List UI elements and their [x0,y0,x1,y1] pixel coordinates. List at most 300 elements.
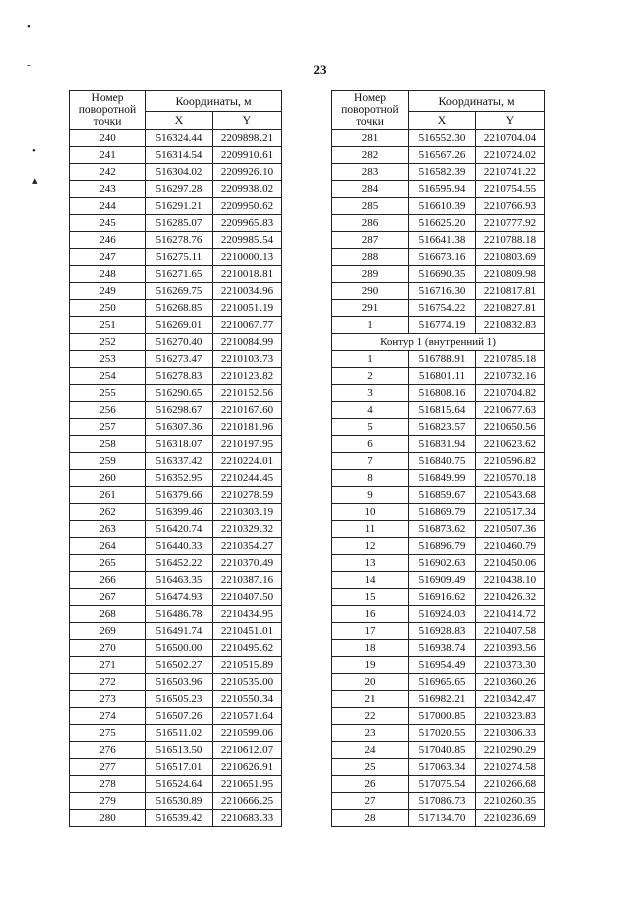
table-row [70,283,282,300]
y-cell: 2210274.58 [476,759,545,776]
table-row [70,470,282,487]
y-cell: 2210677.63 [476,402,545,419]
table-row [332,351,545,368]
x-cell: 516552.30 [409,130,476,147]
y-cell: 2210278.59 [213,487,282,504]
table-row [332,436,545,453]
y-cell: 2210387.16 [213,572,282,589]
point-number-cell: 246 [70,232,146,249]
point-number-cell: 250 [70,300,146,317]
point-number-cell: 23 [332,725,409,742]
point-number-cell: 289 [332,266,409,283]
table-row [332,521,545,538]
table-row [332,130,545,147]
x-cell: 516808.16 [409,385,476,402]
point-number-cell: 247 [70,249,146,266]
x-cell: 516278.83 [146,368,213,385]
x-cell: 516399.46 [146,504,213,521]
x-cell: 516849.99 [409,470,476,487]
y-cell: 2210766.93 [476,198,545,215]
x-cell: 516567.26 [409,147,476,164]
x-cell: 516278.76 [146,232,213,249]
y-cell: 2210495.62 [213,640,282,657]
y-cell: 2210354.27 [213,538,282,555]
y-cell: 2210123.82 [213,368,282,385]
x-cell: 517075.54 [409,776,476,793]
x-cell: 516297.28 [146,181,213,198]
point-number-cell: 5 [332,419,409,436]
x-cell: 516831.94 [409,436,476,453]
x-cell: 516965.65 [409,674,476,691]
table-row [332,232,545,249]
x-cell: 516954.49 [409,657,476,674]
table-row [332,470,545,487]
header-y: Y [476,111,545,129]
point-number-cell: 241 [70,147,146,164]
y-cell: 2210785.18 [476,351,545,368]
point-number-cell: 268 [70,606,146,623]
x-cell: 517000.85 [409,708,476,725]
table-row [70,674,282,691]
x-cell: 516859.67 [409,487,476,504]
y-cell: 2210303.19 [213,504,282,521]
table-row [332,487,545,504]
table-row [332,402,545,419]
y-cell: 2210704.04 [476,130,545,147]
point-number-cell: 242 [70,164,146,181]
x-cell: 516690.35 [409,266,476,283]
point-number-cell: 19 [332,657,409,674]
point-number-cell: 269 [70,623,146,640]
point-number-cell: 249 [70,283,146,300]
x-cell: 516290.65 [146,385,213,402]
point-number-cell: 12 [332,538,409,555]
point-number-cell: 277 [70,759,146,776]
x-cell: 516754.22 [409,300,476,317]
y-cell: 2210809.98 [476,266,545,283]
y-cell: 2210152.56 [213,385,282,402]
x-cell: 516511.02 [146,725,213,742]
x-cell: 516270.40 [146,334,213,351]
y-cell: 2210517.34 [476,504,545,521]
y-cell: 2210236.69 [476,810,545,827]
table-row [332,640,545,657]
table-row [70,691,282,708]
point-number-cell: 284 [332,181,409,198]
point-number-cell: 259 [70,453,146,470]
table-row [332,793,545,810]
table-row [70,130,282,147]
y-cell: 2210803.69 [476,249,545,266]
table-row [332,215,545,232]
table-row [332,606,545,623]
table-row [332,708,545,725]
y-cell: 2210596.82 [476,453,545,470]
x-cell: 516716.30 [409,283,476,300]
point-number-cell: 17 [332,623,409,640]
y-cell: 2210323.83 [476,708,545,725]
point-number-cell: 11 [332,521,409,538]
table-row [70,623,282,640]
point-number-cell: 288 [332,249,409,266]
table-row [332,317,545,334]
y-cell: 2210612.07 [213,742,282,759]
table-row [332,300,545,317]
x-cell: 516673.16 [409,249,476,266]
y-cell: 2209926.10 [213,164,282,181]
table-row [70,759,282,776]
header-coordinates: Координаты, м [409,91,545,112]
y-cell: 2210754.55 [476,181,545,198]
point-number-cell: 9 [332,487,409,504]
point-number-cell: 264 [70,538,146,555]
y-cell: 2210724.02 [476,147,545,164]
point-number-cell: 258 [70,436,146,453]
table-row [70,266,282,283]
table-row [70,572,282,589]
table-row [70,147,282,164]
table-row [332,555,545,572]
point-number-cell: 22 [332,708,409,725]
x-cell: 516275.11 [146,249,213,266]
table-row [332,385,545,402]
point-number-cell: 26 [332,776,409,793]
y-cell: 2210373.30 [476,657,545,674]
y-cell: 2209965.83 [213,215,282,232]
table-row [70,215,282,232]
y-cell: 2210342.47 [476,691,545,708]
point-number-cell: 20 [332,674,409,691]
x-cell: 516307.36 [146,419,213,436]
table-row [70,504,282,521]
table-row [332,589,545,606]
x-cell: 516582.39 [409,164,476,181]
point-number-cell: 27 [332,793,409,810]
point-number-cell: 1 [332,317,409,334]
y-cell: 2210051.19 [213,300,282,317]
x-cell: 517040.85 [409,742,476,759]
table-row [70,334,282,351]
x-cell: 516823.57 [409,419,476,436]
point-number-cell: 16 [332,606,409,623]
y-cell: 2210650.56 [476,419,545,436]
table-row [332,266,545,283]
point-number-cell: 290 [332,283,409,300]
table-row [70,725,282,742]
y-cell: 2210244.45 [213,470,282,487]
x-cell: 516352.95 [146,470,213,487]
y-cell: 2209910.61 [213,147,282,164]
table-row [70,402,282,419]
y-cell: 2210306.33 [476,725,545,742]
table-row [70,793,282,810]
table-row [70,249,282,266]
x-cell: 516625.20 [409,215,476,232]
y-cell: 2210817.81 [476,283,545,300]
y-cell: 2210426.32 [476,589,545,606]
y-cell: 2210571.64 [213,708,282,725]
table-row [332,164,545,181]
x-cell: 517020.55 [409,725,476,742]
y-cell: 2210666.25 [213,793,282,810]
table-row [70,589,282,606]
table-row [70,368,282,385]
x-cell: 516337.42 [146,453,213,470]
header-coordinates: Координаты, м [146,91,282,112]
y-cell: 2210777.92 [476,215,545,232]
table-row [332,538,545,555]
y-cell: 2210438.10 [476,572,545,589]
scan-mark: • [27,21,31,33]
x-cell: 516530.89 [146,793,213,810]
table-row [70,164,282,181]
point-number-cell: 266 [70,572,146,589]
y-cell: 2210084.99 [213,334,282,351]
x-cell: 517134.70 [409,810,476,827]
y-cell: 2210224.01 [213,453,282,470]
table-row [70,708,282,725]
y-cell: 2210290.29 [476,742,545,759]
point-number-cell: 8 [332,470,409,487]
x-cell: 516924.03 [409,606,476,623]
y-cell: 2210329.32 [213,521,282,538]
x-cell: 516269.01 [146,317,213,334]
y-cell: 2210103.73 [213,351,282,368]
y-cell: 2209985.54 [213,232,282,249]
x-cell: 516474.93 [146,589,213,606]
table-row [332,776,545,793]
point-number-cell: 243 [70,181,146,198]
x-cell: 516902.63 [409,555,476,572]
scan-mark: - [27,59,31,71]
y-cell: 2210832.83 [476,317,545,334]
x-cell: 516873.62 [409,521,476,538]
x-cell: 516285.07 [146,215,213,232]
x-cell: 516641.38 [409,232,476,249]
y-cell: 2210460.79 [476,538,545,555]
header-point-number: Номер поворотной точки [70,91,146,130]
point-number-cell: 287 [332,232,409,249]
y-cell: 2210067.77 [213,317,282,334]
x-cell: 516452.22 [146,555,213,572]
point-number-cell: 280 [70,810,146,827]
point-number-cell: 285 [332,198,409,215]
table-row [70,521,282,538]
page-number: 23 [313,62,327,77]
x-cell: 516815.64 [409,402,476,419]
x-cell: 516928.83 [409,623,476,640]
table-row [332,623,545,640]
point-number-cell: 10 [332,504,409,521]
x-cell: 516896.79 [409,538,476,555]
point-number-cell: 283 [332,164,409,181]
point-number-cell: 281 [332,130,409,147]
point-number-cell: 6 [332,436,409,453]
table-row [70,810,282,827]
point-number-cell: 14 [332,572,409,589]
x-cell: 516291.21 [146,198,213,215]
table-row [332,725,545,742]
x-cell: 516268.85 [146,300,213,317]
x-cell: 516840.75 [409,453,476,470]
y-cell: 2210000.13 [213,249,282,266]
point-number-cell: 25 [332,759,409,776]
x-cell: 516324.44 [146,130,213,147]
point-number-cell: 28 [332,810,409,827]
point-number-cell: 255 [70,385,146,402]
x-cell: 516273.47 [146,351,213,368]
y-cell: 2210197.95 [213,436,282,453]
point-number-cell: 272 [70,674,146,691]
table-row [332,759,545,776]
y-cell: 2210181.96 [213,419,282,436]
point-number-cell: 291 [332,300,409,317]
point-number-cell: 253 [70,351,146,368]
point-number-cell: 240 [70,130,146,147]
point-number-cell: 265 [70,555,146,572]
point-number-cell: 1 [332,351,409,368]
header-point-number: Номер поворотной точки [332,91,409,130]
point-number-cell: 267 [70,589,146,606]
header-x: X [409,111,476,129]
x-cell: 517086.73 [409,793,476,810]
table-row [70,776,282,793]
x-cell: 516916.62 [409,589,476,606]
x-cell: 516503.96 [146,674,213,691]
point-number-cell: 7 [332,453,409,470]
y-cell: 2210266.68 [476,776,545,793]
table-row [332,198,545,215]
point-number-cell: 282 [332,147,409,164]
table-row [70,555,282,572]
point-number-cell: 3 [332,385,409,402]
point-number-cell: 286 [332,215,409,232]
point-number-cell: 4 [332,402,409,419]
table-row [70,436,282,453]
x-cell: 517063.34 [409,759,476,776]
table-row [70,538,282,555]
point-number-cell: 24 [332,742,409,759]
x-cell: 516539.42 [146,810,213,827]
table-row [70,198,282,215]
point-number-cell: 252 [70,334,146,351]
point-number-cell: 2 [332,368,409,385]
y-cell: 2210704.82 [476,385,545,402]
x-cell: 516491.74 [146,623,213,640]
point-number-cell: 275 [70,725,146,742]
table-row [332,249,545,266]
point-number-cell: 273 [70,691,146,708]
table-row [332,181,545,198]
x-cell: 516304.02 [146,164,213,181]
table-row [70,317,282,334]
table-row [70,657,282,674]
point-number-cell: 256 [70,402,146,419]
x-cell: 516502.27 [146,657,213,674]
y-cell: 2210741.22 [476,164,545,181]
contour-label: Контур 1 (внутренний 1) [332,334,545,351]
x-cell: 516774.19 [409,317,476,334]
y-cell: 2210393.56 [476,640,545,657]
x-cell: 516595.94 [409,181,476,198]
table-row [332,368,545,385]
x-cell: 516379.66 [146,487,213,504]
x-cell: 516517.01 [146,759,213,776]
x-cell: 516513.50 [146,742,213,759]
table-row [332,691,545,708]
x-cell: 516869.79 [409,504,476,521]
y-cell: 2210034.96 [213,283,282,300]
x-cell: 516318.07 [146,436,213,453]
table-row [332,453,545,470]
x-cell: 516298.67 [146,402,213,419]
point-number-cell: 270 [70,640,146,657]
y-cell: 2209898.21 [213,130,282,147]
y-cell: 2210543.68 [476,487,545,504]
scan-mark: ▴ [32,175,38,187]
point-number-cell: 260 [70,470,146,487]
y-cell: 2210788.18 [476,232,545,249]
point-number-cell: 21 [332,691,409,708]
y-cell: 2210626.91 [213,759,282,776]
x-cell: 516801.11 [409,368,476,385]
table-row [332,419,545,436]
table-row [332,657,545,674]
table-row [70,351,282,368]
point-number-cell: 13 [332,555,409,572]
table-row [70,742,282,759]
y-cell: 2210599.06 [213,725,282,742]
table-row [70,640,282,657]
header-y: Y [213,111,282,129]
y-cell: 2210018.81 [213,266,282,283]
scan-mark: • [32,145,36,157]
table-row [70,300,282,317]
point-number-cell: 262 [70,504,146,521]
table-row [70,385,282,402]
y-cell: 2210651.95 [213,776,282,793]
x-cell: 516463.35 [146,572,213,589]
point-number-cell: 271 [70,657,146,674]
y-cell: 2210535.00 [213,674,282,691]
point-number-cell: 245 [70,215,146,232]
y-cell: 2210407.50 [213,589,282,606]
y-cell: 2210827.81 [476,300,545,317]
y-cell: 2210623.62 [476,436,545,453]
table-row [332,283,545,300]
y-cell: 2210507.36 [476,521,545,538]
contour-row [332,334,545,351]
table-row [70,419,282,436]
point-number-cell: 248 [70,266,146,283]
point-number-cell: 244 [70,198,146,215]
table-row [70,453,282,470]
y-cell: 2210370.49 [213,555,282,572]
x-cell: 516440.33 [146,538,213,555]
y-cell: 2210450.06 [476,555,545,572]
y-cell: 2210451.01 [213,623,282,640]
y-cell: 2210360.26 [476,674,545,691]
coordinates-table-left [69,90,282,827]
point-number-cell: 274 [70,708,146,725]
x-cell: 516938.74 [409,640,476,657]
coordinates-table-right [331,90,545,827]
y-cell: 2210683.33 [213,810,282,827]
table-row [332,810,545,827]
x-cell: 516500.00 [146,640,213,657]
x-cell: 516314.54 [146,147,213,164]
point-number-cell: 263 [70,521,146,538]
